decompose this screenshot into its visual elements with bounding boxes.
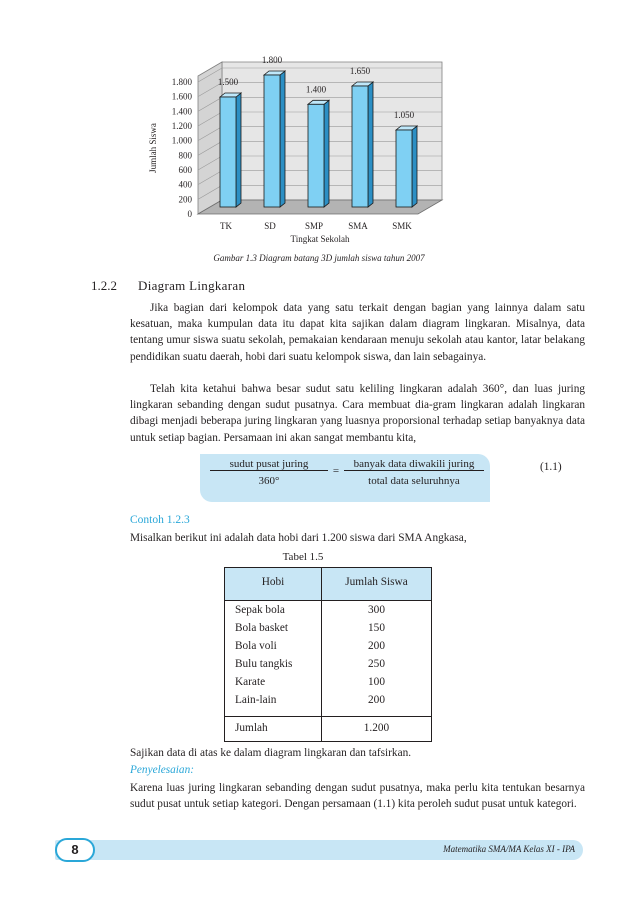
bar-side	[368, 82, 373, 207]
paragraph-2: Telah kita ketahui bahwa besar sudut satu keliling lingkaran adalah 360°, dan luas juring lingkaran sebanding dengan sudut pusatnya. Cara membuat dia-gram lingkaran adalah lingkaran dibagi menjadi beberapa juring lingkaran yang luasnya proporsional terhadap setiap banyaknya data untuk setiap bagian. Persamaan ini akan sangat membantu kita,	[130, 383, 585, 444]
bar-value-label: 1.050	[393, 110, 415, 120]
bar-value-label: 1.650	[349, 66, 371, 76]
task-text: Sajikan data di atas ke dalam diagram lingkaran dan tafsirkan.	[130, 747, 412, 759]
x-tick-label: SMA	[348, 221, 368, 231]
y-axis-label: Jumlah Siswa	[148, 123, 158, 173]
bar-value-label: 1.400	[305, 84, 327, 95]
section-title: Diagram Lingkaran	[138, 278, 246, 293]
page-number: 8	[55, 838, 95, 862]
formula-left-denominator: 360°	[258, 475, 280, 487]
x-tick-label: SD	[264, 221, 276, 231]
y-tick-label: 800	[178, 150, 192, 161]
bar	[352, 86, 368, 207]
table-title: Tabel 1.5	[282, 551, 324, 563]
table-row-hobi: Bola basket	[235, 622, 289, 634]
bar-side	[236, 93, 241, 207]
y-tick-label: 400	[178, 179, 192, 190]
table-row-jumlah: 100	[368, 676, 385, 688]
y-tick-label: 1.600	[171, 91, 192, 102]
y-tick-label: 1.000	[171, 135, 192, 146]
table-row-jumlah: 200	[368, 640, 385, 652]
formula-right-numerator: banyak data diwakili juring	[344, 458, 484, 471]
table-row-hobi: Sepak bola	[235, 604, 285, 616]
equation-number: (1.1)	[540, 461, 562, 473]
section-number: 1.2.2	[91, 278, 117, 293]
formula-left-numerator: sudut pusat juring	[210, 458, 328, 471]
formula-right-denominator: total data seluruhnya	[368, 475, 460, 487]
figure-caption: Gambar 1.3 Diagram batang 3D jumlah siswa tahun 2007	[213, 253, 425, 263]
x-tick-label: SMK	[392, 221, 412, 231]
bar-side	[412, 126, 417, 207]
y-tick-label: 200	[178, 194, 192, 205]
bar	[308, 104, 324, 207]
bar-chart	[130, 48, 460, 244]
bar-value-label: 1.500	[217, 77, 239, 87]
example-text: Misalkan berikut ini adalah data hobi dari 1.200 siswa dari SMA Angkasa,	[130, 532, 467, 544]
y-tick-label: 1.800	[171, 77, 192, 87]
example-title: Contoh 1.2.3	[130, 514, 190, 526]
bar	[220, 97, 236, 207]
y-tick-label: 600	[178, 165, 192, 175]
table-row-jumlah: 200	[368, 694, 385, 706]
x-axis-label: Tingkat Sekolah	[290, 234, 350, 244]
table-row-hobi: Karate	[235, 676, 266, 688]
table-total-label: Jumlah	[235, 722, 268, 734]
bar-side	[324, 100, 329, 207]
y-tick-label: 0	[187, 209, 192, 219]
solution-label: Penyelesaian:	[130, 764, 194, 776]
formula-box	[200, 454, 490, 502]
header-jumlah: Jumlah Siswa	[345, 576, 408, 588]
paragraph-1: Jika bagian dari kelompok data yang satu terkait dengan bagian yang lainnya dalam satu kesatuan, maka kumpulan data itu dapat kita sajikan dalam diagram lingkaran. Misalnya, data tentang umur siswa suatu sekolah, pemakaian kendaraan menuju sekolah atau kantor, latar belakang pendidikan suatu daerah, hobi dari suatu kelompok siswa, dan lain sebagainya.	[130, 302, 585, 363]
table-total-value: 1.200	[363, 722, 390, 734]
bar-value-label: 1.800	[261, 55, 283, 65]
table-row-hobi: Lain-lain	[235, 694, 277, 706]
y-tick-label: 1.200	[171, 121, 192, 131]
solution-text: Karena luas juring lingkaran sebanding dengan sudut pusatnya, maka perlu kita tentukan besarnya sudut pusat untuk setiap kategori. Dengan persamaan (1.1) kita peroleh sudut pusat untuk kategori.	[130, 782, 585, 811]
header-hobi: Hobi	[261, 576, 285, 588]
y-tick-label: 1.400	[171, 106, 192, 117]
table-row-hobi: Bola voli	[235, 640, 277, 652]
bar-side	[280, 71, 285, 207]
formula-equals: =	[332, 465, 340, 477]
x-tick-label: SMP	[304, 221, 324, 231]
table-row-jumlah: 150	[368, 622, 385, 634]
table-row-jumlah: 250	[368, 658, 385, 670]
x-tick-label: TK	[220, 221, 232, 231]
bar	[396, 130, 412, 207]
footer-book-title: Matematika SMA/MA Kelas XI - IPA	[443, 844, 575, 854]
table-row-jumlah: 300	[368, 604, 385, 616]
table-row-hobi: Bulu tangkis	[235, 658, 293, 670]
bar	[264, 75, 280, 207]
data-table	[224, 567, 432, 742]
